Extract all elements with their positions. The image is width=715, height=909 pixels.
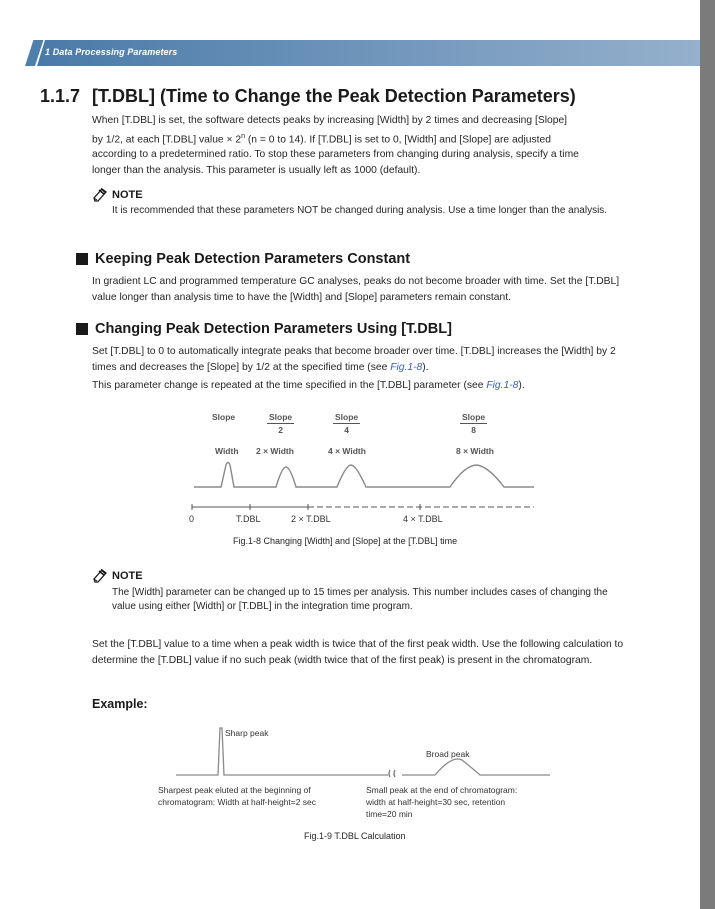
chapter-label: 1 Data Processing Parameters: [45, 47, 178, 57]
changing-paragraph-1: [92, 344, 632, 375]
fraction-denominator: 8: [471, 425, 476, 435]
width-label: 8 × Width: [456, 446, 494, 456]
intro-paragraph: [92, 113, 632, 178]
paragraph-text: ).: [422, 361, 429, 373]
tdbl-calc-diagram: [150, 720, 570, 780]
changing-paragraph-2: [92, 378, 632, 394]
fraction-numerator: Slope: [462, 412, 486, 422]
figure-caption: Fig.1-8 Changing [Width] and [Slope] at the [T.DBL] time: [233, 536, 458, 546]
square-bullet-icon: [76, 253, 88, 265]
broad-peak-description: [366, 784, 517, 820]
sharp-peak-description: [158, 784, 316, 808]
chapter-header-band: [17, 40, 700, 66]
superscript-n: n: [241, 132, 246, 140]
paragraph-text: ).: [518, 380, 525, 391]
section-title: [40, 86, 576, 107]
intro-line: longer than the analysis. This parameter is usually left as 1000 (default).: [92, 164, 421, 176]
intro-text: (n = 0 to 14). If [T.DBL] is set to 0, [Width] and [Slope] are adjusted: [245, 133, 551, 145]
description-line: Sharpest peak eluted at the beginning of: [158, 785, 311, 795]
width-label: 4 × Width: [328, 446, 366, 456]
slope-fraction: [460, 412, 487, 435]
width-label: Width: [215, 446, 239, 456]
paragraph-text: This parameter change is repeated at the time specified in the [T.DBL] parameter (see: [92, 380, 487, 391]
figure-caption: Fig.1-9 T.DBL Calculation: [304, 831, 406, 841]
paragraph-text: Set [T.DBL] to 0 to automatically integrate peaks that become broader over time. [T.DBL] increases the [Width] by 2 times and decreases the [Slope] by 1/2 at the specified time (see: [92, 346, 616, 373]
fraction-denominator: 4: [344, 425, 349, 435]
description-line: time=20 min: [366, 809, 413, 819]
fig-1-8-link[interactable]: Fig.1-8: [390, 361, 423, 373]
section-title-text: [T.DBL] (Time to Change the Peak Detection Parameters): [92, 86, 576, 106]
note-text: The [Width] parameter can be changed up to 15 times per analysis. This number includes cases of changing the value using either [Width] or [T.DBL] in the integration time program.: [112, 587, 608, 612]
axis-tick-label: 2 × T.DBL: [291, 514, 331, 524]
example-heading: Example:: [92, 697, 148, 711]
fraction-numerator: Slope: [335, 412, 359, 422]
intro-line: according to a predetermined ratio. To stop these parameters from changing during analysis, specify a time: [92, 149, 579, 161]
note-heading: [92, 187, 143, 203]
subsection-heading-text: Changing Peak Detection Parameters Using [T.DBL]: [95, 321, 452, 337]
slope-fraction: [267, 412, 294, 435]
note-label: NOTE: [112, 570, 143, 582]
slope-fraction: [333, 412, 360, 435]
intro-line: When [T.DBL] is set, the software detects peaks by increasing [Width] by 2 times and decreasing [Slope]: [92, 115, 568, 126]
pencil-note-icon: [92, 568, 108, 584]
axis-tick-label: 4 × T.DBL: [403, 514, 443, 524]
square-bullet-icon: [76, 323, 88, 335]
constant-paragraph: In gradient LC and programmed temperature GC analyses, peaks do not become broader with time. Set the [T.DBL] value longer than analysis time to have the [Width] and [Slope] parameters remain constant.: [92, 276, 620, 303]
axis-tick-label: T.DBL: [236, 514, 261, 524]
note-label: NOTE: [112, 189, 143, 201]
width-label: 2 × Width: [256, 446, 294, 456]
description-line: width at half-height=30 sec, retention: [366, 797, 506, 807]
intro-text: by 1/2, at each [T.DBL] value × 2: [92, 133, 242, 145]
pencil-note-icon: [92, 187, 108, 203]
section-number: 1.1.7: [40, 86, 81, 106]
subsection-heading-text: Keeping Peak Detection Parameters Constant: [95, 251, 411, 267]
sharp-peak-label: Sharp peak: [225, 728, 269, 738]
slope-label: Slope: [212, 412, 236, 422]
peak-diagram-fig-1-8: [180, 455, 550, 515]
fig-1-8-link[interactable]: Fig.1-8: [486, 380, 519, 391]
description-line: Small peak at the end of chromatogram:: [366, 785, 518, 795]
note-text: It is recommended that these parameters NOT be changed during analysis. Use a time longer than the analysis.: [112, 205, 608, 216]
broad-peak-label: Broad peak: [426, 749, 470, 759]
subsection-heading-changing: [76, 321, 452, 337]
fraction-denominator: 2: [278, 425, 283, 435]
subsection-heading-constant: [76, 251, 410, 267]
viewer-side-bar: [700, 0, 715, 909]
axis-tick-label: 0: [189, 514, 195, 524]
description-line: chromatogram: Width at half-height=2 sec: [158, 797, 317, 807]
intro-line: [92, 129, 632, 148]
note-heading: [92, 568, 143, 584]
calculation-paragraph: Set the [T.DBL] value to a time when a peak width is twice that of the first peak width. Use the following calculation to determine the [T.DBL] value if no such peak (width twice that of the first peak) is present in the chromatogram.: [92, 639, 624, 666]
fraction-numerator: Slope: [269, 412, 293, 422]
